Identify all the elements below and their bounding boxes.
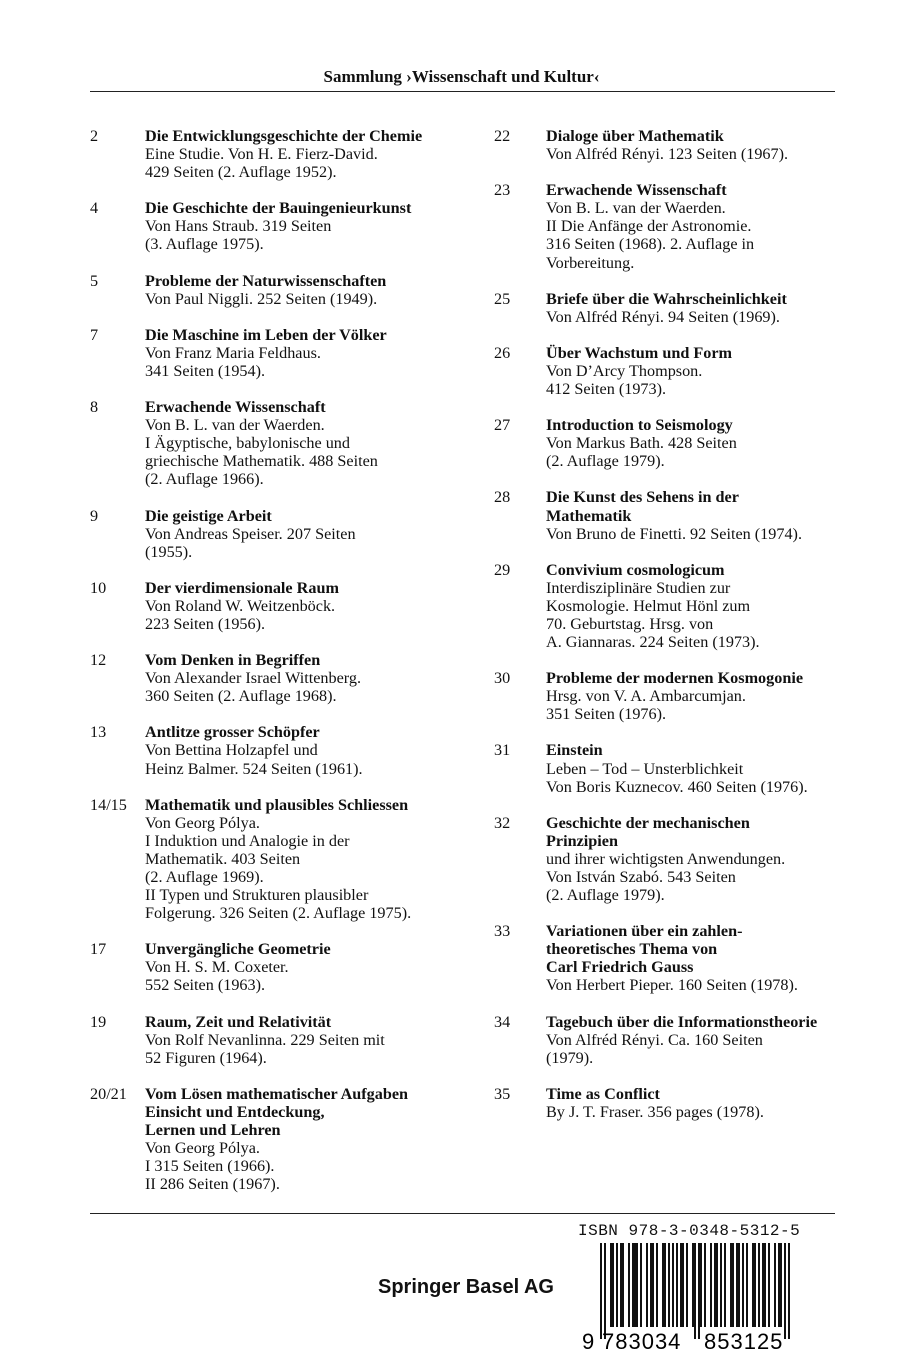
entry-detail: I Induktion und Analogie in der bbox=[145, 831, 350, 850]
volume-number: 29 bbox=[494, 560, 511, 579]
entry-body bbox=[145, 940, 470, 994]
entry-body bbox=[546, 344, 844, 398]
entry-detail: 412 Seiten (1973). bbox=[546, 380, 667, 399]
entry-body bbox=[145, 199, 470, 253]
entry-detail: griechische Mathematik. 488 Seiten bbox=[145, 452, 378, 471]
barcode-bar bbox=[710, 1243, 712, 1327]
volume-number: 17 bbox=[90, 940, 107, 959]
series-entry bbox=[90, 398, 470, 488]
volume-number: 27 bbox=[494, 416, 511, 435]
barcode-bar bbox=[758, 1243, 760, 1327]
entry-title: Prinzipien bbox=[546, 831, 618, 850]
series-entry bbox=[494, 181, 844, 271]
volume-number: 12 bbox=[90, 651, 107, 670]
entry-detail: Von Hans Straub. 319 Seiten bbox=[145, 217, 332, 236]
entry-body bbox=[145, 723, 470, 777]
entry-detail: (2. Auflage 1979). bbox=[546, 886, 665, 905]
entry-detail: Eine Studie. Von H. E. Fierz-David. bbox=[145, 145, 378, 164]
series-entry bbox=[494, 488, 844, 542]
entry-detail: Von Bettina Holzapfel und bbox=[145, 741, 318, 760]
entry-detail: II 286 Seiten (1967). bbox=[145, 1175, 280, 1194]
entry-detail: Vorbereitung. bbox=[546, 253, 635, 272]
barcode-bar bbox=[604, 1243, 606, 1339]
volume-number: 7 bbox=[90, 325, 99, 344]
series-entry bbox=[90, 579, 470, 633]
entry-detail: (2. Auflage 1969). bbox=[145, 868, 264, 886]
entry-title: Einsicht und Entdeckung, bbox=[145, 1102, 325, 1121]
series-header: Sammlung ›Wissenschaft und Kultur‹ bbox=[323, 67, 600, 86]
barcode-bar bbox=[646, 1243, 648, 1327]
entry-title: Erwachende Wissenschaft bbox=[546, 181, 727, 200]
barcode-bar bbox=[762, 1243, 764, 1327]
barcode-bar bbox=[650, 1243, 652, 1327]
series-entry bbox=[494, 290, 844, 326]
entry-title: Dialoge über Mathematik bbox=[546, 127, 724, 145]
series-entry bbox=[90, 940, 470, 994]
barcode-bar bbox=[672, 1243, 674, 1327]
entry-detail: Von Rolf Nevanlinna. 229 Seiten mit bbox=[145, 1030, 385, 1049]
barcode-bar bbox=[652, 1243, 654, 1327]
barcode-bar bbox=[662, 1243, 664, 1327]
barcode-bar bbox=[738, 1243, 740, 1327]
volume-number: 26 bbox=[494, 343, 511, 362]
series-entry bbox=[494, 741, 844, 795]
entry-title: Die Maschine im Leben der Völker bbox=[145, 325, 387, 344]
volume-number: 25 bbox=[494, 289, 511, 308]
entry-title: Mathematik bbox=[546, 506, 632, 525]
barcode-bar bbox=[616, 1243, 618, 1327]
series-entry bbox=[494, 922, 844, 994]
entry-title: Die geistige Arbeit bbox=[145, 506, 272, 525]
volume-number: 31 bbox=[494, 741, 511, 760]
barcode-bar bbox=[676, 1243, 678, 1327]
entry-detail: Von Bruno de Finetti. 92 Seiten (1974). bbox=[546, 524, 802, 543]
entry-detail: By J. T. Fraser. 356 pages (1978). bbox=[546, 1102, 764, 1121]
volume-number: 32 bbox=[494, 813, 511, 832]
entry-detail: 552 Seiten (1963). bbox=[145, 976, 266, 995]
series-entry bbox=[90, 723, 470, 777]
entry-detail: 316 Seiten (1968). 2. Auflage in bbox=[546, 235, 755, 254]
entry-detail: (1955). bbox=[145, 542, 193, 561]
series-entry bbox=[90, 1013, 470, 1067]
barcode-bar bbox=[752, 1243, 754, 1327]
series-entry bbox=[494, 127, 844, 163]
entry-detail: 351 Seiten (1976). bbox=[546, 705, 667, 724]
entry-title: Briefe über die Wahrscheinlichkeit bbox=[546, 289, 787, 308]
entry-detail: Von Georg Pólya. bbox=[145, 1139, 260, 1158]
entry-detail: (2. Auflage 1966). bbox=[145, 470, 264, 489]
entry-body bbox=[145, 1013, 470, 1067]
volume-number: 14/15 bbox=[90, 795, 127, 814]
barcode-right-digits: 853125 bbox=[704, 1329, 784, 1353]
series-entry bbox=[90, 651, 470, 705]
entry-body bbox=[546, 1085, 844, 1121]
entry-detail: und ihrer wichtigsten Anwendungen. bbox=[546, 849, 786, 868]
series-entry bbox=[494, 814, 844, 904]
entry-body bbox=[546, 814, 844, 904]
barcode-bar bbox=[720, 1243, 722, 1327]
barcode-bar bbox=[628, 1243, 630, 1327]
entry-title: Tagebuch über die Informationstheorie bbox=[546, 1012, 818, 1031]
barcode-bar bbox=[778, 1243, 780, 1327]
barcode-bar bbox=[768, 1243, 770, 1327]
entry-body bbox=[145, 507, 470, 561]
left-column bbox=[90, 127, 470, 1211]
volume-number: 4 bbox=[90, 199, 99, 218]
barcode-bar bbox=[716, 1243, 718, 1327]
series-entry bbox=[90, 199, 470, 253]
barcode-bar bbox=[764, 1243, 766, 1327]
barcode-bar bbox=[632, 1243, 634, 1327]
entry-title: Mathematik und plausibles Schliessen bbox=[145, 795, 409, 814]
entry-title: Probleme der modernen Kosmogonie bbox=[546, 669, 804, 688]
entry-title: Lernen und Lehren bbox=[145, 1121, 281, 1140]
entry-title: theoretisches Thema von bbox=[546, 940, 718, 959]
isbn-label: ISBN 978-3-0348-5312-5 bbox=[578, 1222, 801, 1240]
barcode-bar bbox=[620, 1243, 622, 1327]
entry-detail: Leben – Tod – Unsterblichkeit bbox=[546, 759, 744, 778]
barcode-first-digit: 9 bbox=[582, 1329, 595, 1353]
publisher-name: Springer Basel AG bbox=[378, 1276, 554, 1298]
barcode-bar bbox=[610, 1243, 612, 1327]
series-entry bbox=[90, 272, 470, 308]
barcode-bar bbox=[774, 1243, 776, 1327]
volume-number: 8 bbox=[90, 398, 99, 417]
entry-detail: Von István Szabó. 543 Seiten bbox=[546, 868, 736, 886]
barcode-bar bbox=[694, 1243, 696, 1339]
entry-title: Unvergängliche Geometrie bbox=[145, 940, 331, 959]
volume-number: 20/21 bbox=[90, 1084, 127, 1103]
barcode-bar bbox=[742, 1243, 744, 1327]
entry-detail: Von B. L. van der Waerden. bbox=[145, 416, 325, 435]
barcode-bar bbox=[636, 1243, 638, 1327]
entry-title: Der vierdimensionale Raum bbox=[145, 578, 339, 597]
barcode-bar bbox=[700, 1243, 702, 1327]
entry-detail: Von Paul Niggli. 252 Seiten (1949). bbox=[145, 289, 378, 308]
entry-body bbox=[546, 181, 844, 271]
barcode-bar bbox=[664, 1243, 666, 1327]
barcode-bar bbox=[680, 1243, 682, 1327]
barcode-bar bbox=[714, 1243, 716, 1327]
entry-detail: 52 Figuren (1964). bbox=[145, 1048, 267, 1067]
entry-body bbox=[145, 272, 470, 308]
entry-title: Die Entwicklungsgeschichte der Chemie bbox=[145, 127, 423, 145]
entry-title: Introduction to Seismology bbox=[546, 416, 733, 435]
entry-detail: Heinz Balmer. 524 Seiten (1961). bbox=[145, 759, 363, 778]
entry-body bbox=[546, 290, 844, 326]
entry-title: Erwachende Wissenschaft bbox=[145, 398, 326, 417]
entry-detail: 341 Seiten (1954). bbox=[145, 361, 266, 380]
entry-title: Time as Conflict bbox=[546, 1084, 660, 1103]
entry-detail: 360 Seiten (2. Auflage 1968). bbox=[145, 687, 337, 706]
entry-body bbox=[145, 579, 470, 633]
entry-detail: Folgerung. 326 Seiten (2. Auflage 1975). bbox=[145, 904, 412, 923]
entry-title: Über Wachstum und Form bbox=[546, 343, 733, 362]
barcode-bar bbox=[746, 1243, 748, 1327]
entry-detail: II Die Anfänge der Astronomie. bbox=[546, 217, 752, 236]
entry-body bbox=[145, 398, 470, 488]
entry-detail: Kosmologie. Helmut Hönl zum bbox=[546, 596, 751, 615]
entry-detail: 429 Seiten (2. Auflage 1952). bbox=[145, 163, 337, 182]
entry-title: Variationen über ein zahlen- bbox=[546, 922, 743, 941]
entry-body bbox=[546, 741, 844, 795]
entry-detail: Von Herbert Pieper. 160 Seiten (1978). bbox=[546, 976, 798, 995]
volume-number: 34 bbox=[494, 1012, 511, 1031]
barcode-bar bbox=[640, 1243, 642, 1327]
series-entry bbox=[90, 507, 470, 561]
entry-detail: Von Roland W. Weitzenböck. bbox=[145, 596, 336, 615]
series-entry bbox=[90, 326, 470, 380]
series-entry bbox=[494, 344, 844, 398]
barcode-bar bbox=[730, 1243, 732, 1327]
series-entry bbox=[90, 796, 470, 923]
volume-number: 23 bbox=[494, 181, 511, 200]
entry-detail: (2. Auflage 1979). bbox=[546, 452, 665, 471]
entry-detail: (3. Auflage 1975). bbox=[145, 235, 264, 254]
entry-body bbox=[546, 922, 844, 994]
entry-detail: Von Alfréd Rényi. 94 Seiten (1969). bbox=[546, 307, 780, 326]
entry-detail: Von Alfréd Rényi. Ca. 160 Seiten bbox=[546, 1030, 763, 1049]
barcode-bar bbox=[736, 1243, 738, 1327]
barcode-left-digits: 783034 bbox=[602, 1329, 682, 1353]
volume-number: 33 bbox=[494, 922, 511, 941]
barcode-bar bbox=[704, 1243, 706, 1327]
barcode-bar bbox=[656, 1243, 658, 1327]
volume-number: 9 bbox=[90, 506, 99, 525]
barcode-bar bbox=[732, 1243, 734, 1327]
entry-detail: Interdisziplinäre Studien zur bbox=[546, 578, 731, 597]
right-column bbox=[494, 127, 844, 1139]
entry-title: Einstein bbox=[546, 741, 603, 760]
volume-number: 28 bbox=[494, 488, 511, 507]
entry-detail: Mathematik. 403 Seiten bbox=[145, 849, 301, 868]
entry-body bbox=[145, 127, 470, 181]
barcode-bar bbox=[682, 1243, 684, 1327]
series-entry bbox=[494, 669, 844, 723]
entry-body bbox=[546, 561, 844, 651]
series-entry bbox=[494, 1013, 844, 1067]
entry-title: Carl Friedrich Gauss bbox=[546, 958, 694, 977]
entry-title: Probleme der Naturwissenschaften bbox=[145, 271, 387, 290]
series-entry bbox=[494, 416, 844, 470]
series-entry bbox=[90, 127, 470, 181]
entry-detail: I 315 Seiten (1966). bbox=[145, 1157, 275, 1176]
entry-title: Vom Lösen mathematischer Aufgaben bbox=[145, 1084, 409, 1103]
entry-body bbox=[546, 1013, 844, 1067]
entry-body bbox=[546, 127, 844, 163]
entry-detail: 70. Geburtstag. Hrsg. von bbox=[546, 614, 714, 633]
entry-detail: II Typen und Strukturen plausibler bbox=[145, 886, 369, 905]
entry-body bbox=[546, 488, 844, 542]
entry-detail: Von Alfréd Rényi. 123 Seiten (1967). bbox=[546, 145, 789, 164]
entry-detail: (1979). bbox=[546, 1048, 594, 1067]
entry-detail: Von Andreas Speiser. 207 Seiten bbox=[145, 524, 356, 543]
bottom-rule bbox=[90, 1213, 835, 1214]
volume-number: 22 bbox=[494, 127, 511, 145]
series-entry bbox=[494, 1085, 844, 1121]
entry-detail: Von Boris Kuznecov. 460 Seiten (1976). bbox=[546, 777, 808, 796]
entry-detail: Von D’Arcy Thompson. bbox=[546, 361, 703, 380]
entry-body bbox=[145, 796, 470, 923]
entry-detail: Hrsg. von V. A. Ambarcumjan. bbox=[546, 687, 746, 706]
entry-detail: 223 Seiten (1956). bbox=[145, 614, 266, 633]
entry-body bbox=[145, 1085, 470, 1194]
barcode-bar bbox=[780, 1243, 782, 1327]
barcode-bar bbox=[754, 1243, 756, 1327]
entry-body bbox=[145, 651, 470, 705]
barcode-bar bbox=[788, 1243, 790, 1339]
barcode-bar bbox=[724, 1243, 726, 1327]
series-entry bbox=[494, 561, 844, 651]
entry-detail: Von Georg Pólya. bbox=[145, 813, 260, 832]
entry-title: Die Geschichte der Bauingenieurkunst bbox=[145, 199, 412, 218]
entry-detail: Von Alexander Israel Wittenberg. bbox=[145, 669, 362, 688]
barcode-icon bbox=[580, 1243, 815, 1353]
volume-number: 5 bbox=[90, 271, 99, 290]
entry-title: Geschichte der mechanischen bbox=[546, 813, 750, 832]
volume-number: 10 bbox=[90, 578, 107, 597]
entry-body bbox=[546, 669, 844, 723]
entry-title: Vom Denken in Begriffen bbox=[145, 651, 321, 670]
entry-detail: Von Franz Maria Feldhaus. bbox=[145, 343, 321, 362]
barcode-bar bbox=[634, 1243, 636, 1327]
barcode-bar bbox=[600, 1243, 602, 1339]
volume-number: 35 bbox=[494, 1084, 511, 1103]
barcode-bar bbox=[686, 1243, 688, 1327]
barcode-bar bbox=[668, 1243, 670, 1327]
volume-number: 2 bbox=[90, 127, 99, 145]
volume-number: 30 bbox=[494, 669, 511, 688]
barcode-bar bbox=[612, 1243, 614, 1327]
series-entry bbox=[90, 1085, 470, 1194]
entry-detail: A. Giannaras. 224 Seiten (1973). bbox=[546, 633, 760, 652]
entry-title: Die Kunst des Sehens in der bbox=[546, 488, 739, 507]
entry-title: Antlitze grosser Schöpfer bbox=[145, 723, 320, 742]
entry-detail: Von H. S. M. Coxeter. bbox=[145, 958, 289, 977]
entry-body bbox=[546, 416, 844, 470]
entry-detail: Von Markus Bath. 428 Seiten bbox=[546, 434, 737, 453]
volume-number: 13 bbox=[90, 723, 107, 742]
top-rule bbox=[90, 91, 835, 92]
barcode-bar bbox=[622, 1243, 624, 1327]
entry-body bbox=[145, 326, 470, 380]
barcode-bar bbox=[692, 1243, 694, 1327]
barcode-bar bbox=[784, 1243, 786, 1339]
volume-number: 19 bbox=[90, 1012, 107, 1031]
entry-title: Convivium cosmologicum bbox=[546, 560, 725, 579]
entry-detail: I Ägyptische, babylonische und bbox=[145, 434, 350, 453]
entry-detail: Von B. L. van der Waerden. bbox=[546, 199, 726, 218]
barcode-bar bbox=[698, 1243, 700, 1339]
entry-title: Raum, Zeit und Relativität bbox=[145, 1012, 332, 1031]
